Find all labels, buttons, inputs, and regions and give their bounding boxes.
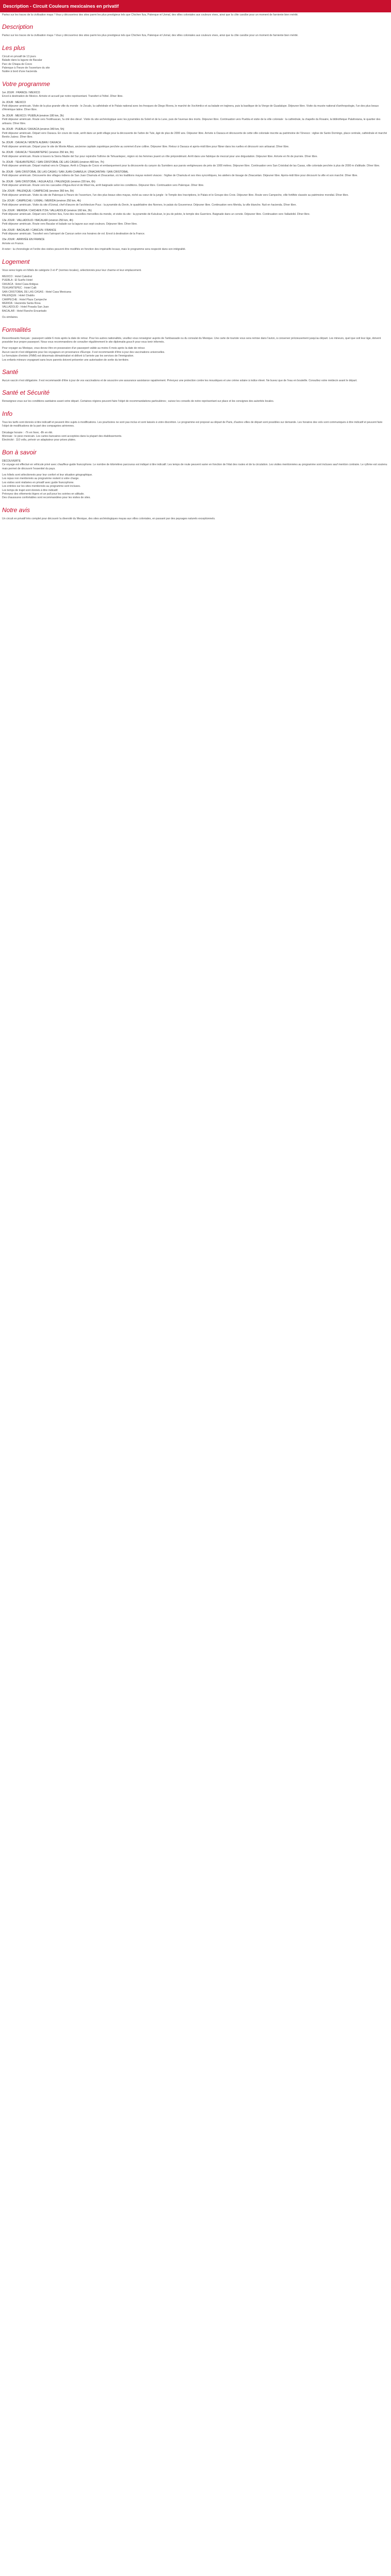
bon-a-savoir-item: Les entrées sur les sites mentionnés au programme sont incluses.: [2, 485, 81, 488]
bon-a-savoir-item: Les temps de trajet sont donnés à titre indicatif.: [2, 488, 58, 492]
main-content: [0, 12, 391, 521]
day-text: Petit déjeuner américain. Visite de la plus grande ville du monde : le Zocalo, la cathédrale et le Palais national avec les fresques de Diego Rivera, le marché de Xochimilco et sa balade en trajinera, puis la basilique de la Vierge de Guadalupe. Déjeuner libre. Visite du musée national d'anthropologie, l'un des plus beaux d'Amérique latine. Dîner libre.: [2, 105, 379, 112]
day-text: Petit déjeuner américain. Départ matinal vers le Chiapas. Arrêt à Chiapa de Corzo et embarquement pour la découverte du canyon du Sumidero aux parois vertigineuses de près de 1000 mètres. Déjeuner libre. Continuation vers San Cristobal de las Casas, ville coloniale perchée à plus de 2000 m d'altitude. Dîner libre.: [2, 164, 380, 168]
sante-securite-text: Renseignez-vous sur les conditions sanitaires avant votre départ. Certaines régions peuvent faire l'objet de recommandations particulières ; suivez les conseils de notre représentant sur place et les consignes des autorités locales.: [2, 400, 274, 403]
sante-heading: Santé: [2, 368, 19, 376]
day-title: 10e JOUR : PALENQUE / CAMPECHE (environ 360 km, 5h): [2, 190, 74, 193]
hotel-item: SAN CRISTOBAL DE LAS CASAS : Hotel Casa Mexicana: [2, 290, 71, 294]
day-title: 1er JOUR : FRANCE / MEXICO: [2, 91, 40, 94]
day-title: 12e JOUR : MERIDA / CHICHEN ITZA / VALLADOLID (environ 160 km, 3h): [2, 209, 92, 212]
hotel-item: TEHUANTEPEC : Hotel Calli: [2, 286, 37, 290]
day-title: 14e JOUR : BACALAR / CANCUN / FRANCE: [2, 228, 56, 232]
hotel-item: PALENQUE : Hotel Chablis: [2, 294, 35, 298]
day-text: Petit déjeuner américain. Route à travers la Sierra Madre del Sur pour rejoindre l'isthme de Tehuantepec, région où les femmes jouent un rôle prépondérant. Arrêt dans une fabrique de mezcal pour une dégustation. Déjeuner libre. Arrivée en fin de journée. Dîner libre.: [2, 155, 318, 158]
day-title: 8e JOUR : SAN CRISTOBAL DE LAS CASAS / SAN JUAN CHAMULA / ZINACANTAN / SAN CRISTOBAL: [2, 170, 129, 174]
notre-avis-heading: Notre avis: [2, 506, 30, 514]
formalites-list: [2, 347, 389, 362]
day-text: Envol à destination de Mexico. Arrivée et accueil par notre représentant. Transfert à l'hôtel. Dîner libre.: [2, 95, 123, 98]
list-item: Circuit en privatif de 13 jours: [2, 55, 36, 58]
page: [0, 0, 391, 536]
list-item: Nuitée à bord d'une hacienda: [2, 70, 37, 74]
day-text: Petit déjeuner américain. Transfert vers l'aéroport de Cancun selon vos horaires de vol. Envol à destination de la France.: [2, 232, 145, 236]
day-text: Arrivée en France.: [2, 242, 24, 245]
day-text: Petit déjeuner américain. Route vers Teotihuacan, 'la cité des dieux'. Visite du site archéologique avec les pyramides du Soleil et de la Lune, puis de l'avenue des morts. Déjeuner libre. Continuation vers Puebla et visite de la ville coloniale : la cathédrale, la chapelle du Rosaire, la bibliothèque Palafoxiana, le quartier des artisans. Dîner libre.: [2, 118, 381, 125]
hotel-item: VALLADOLID : Hotel Posada San Juan: [2, 306, 49, 309]
hotel-item: BACALAR : Hotel Rancho Encantado: [2, 309, 47, 313]
formalites-item: Pour voyager au Mexique, vous devez être en possession d'un passeport valide au moins 6 mois après la date de retour.: [2, 347, 145, 350]
hotel-list: [2, 275, 389, 313]
day-text: Petit déjeuner américain. Découverte des villages indiens de San Juan Chamula et Zinacantan, où les traditions mayas restent vivaces : l'église de Chamula et ses rites syncrétiques, les ateliers de tissage de Zinacantan. Déjeuner libre. Après-midi libre pour découvrir la ville et son marché. Dîner libre.: [2, 174, 358, 178]
list-item: Balade dans la lagune de Bacalar: [2, 59, 42, 62]
bon-a-savoir-subtitle: DÉCOUVERTE: [2, 459, 21, 463]
programme-note: A noter : la chronologie et l'ordre des visites peuvent être modifiés en fonction des impératifs locaux, mais le programme sera respecté dans son intégralité.: [2, 248, 186, 251]
day-title: 2e JOUR : MEXICO: [2, 100, 26, 104]
notre-avis-text: Un circuit en privatif très complet pour découvrir la diversité du Mexique, des sites archéologiques mayas aux villes coloniales, en passant par des paysages naturels exceptionnels.: [2, 517, 216, 520]
bon-a-savoir-item: Les visites sont réalisées en privatif avec guide francophone.: [2, 481, 74, 484]
logement-note: Ou similaires.: [2, 316, 19, 319]
sante-securite-heading: Santé et Sécurité: [2, 389, 50, 397]
day-title: 7e JOUR : TEHUANTEPEC / SAN CRISTOBAL DE LAS CASAS (environ 400 km, 7h): [2, 160, 104, 164]
bon-a-savoir-item: Les repas non mentionnés au programme restent à votre charge.: [2, 477, 79, 481]
day-text: Petit déjeuner américain. Route vers Bacalar et balade sur la lagune aux sept couleurs. Déjeuner libre. Dîner libre.: [2, 223, 138, 226]
formalites-item: Le formulaire d'entrée (FMM) est désormais dématérialisé et délivré à l'arrivée par les services de l'immigration.: [2, 354, 134, 358]
logement-heading: Logement: [2, 258, 30, 265]
formalites-heading: Formalités: [2, 326, 31, 333]
info-item: Électricité : 110 volts, prévoir un adaptateur pour prises plates.: [2, 438, 76, 442]
sante-text: Aucun vaccin n'est obligatoire. Il est recommandé d'être à jour de vos vaccinations et de souscrire une assurance assistance rapatriement. Prévoyez une protection contre les moustiques et une crème solaire à indice élevé. Ne buvez que de l'eau en bouteille. Consultez votre médecin avant le départ.: [2, 379, 357, 382]
info-item: Décalage horaire : -7h en hiver, -8h en été.: [2, 431, 53, 434]
day-title: 15e JOUR : ARRIVÉE EN FRANCE: [2, 238, 45, 242]
hotel-item: OAXACA : Hotel Casa Antigua: [2, 282, 39, 286]
day-title: 3e JOUR : MEXICO / PUEBLA (environ 180 km, 3h): [2, 114, 64, 117]
hotel-item: MEXICO : Hotel Catedral: [2, 275, 32, 279]
day-title: 5e JOUR : OAXACA / MONTE ALBAN / OAXACA: [2, 141, 61, 145]
formalites-item: Aucun vaccin n'est obligatoire pour les voyageurs en provenance d'Europe. Il est recommandé d'être à jour des vaccinations universelles.: [2, 350, 165, 354]
hotel-item: PUEBLA : El Sueño Hotel: [2, 279, 33, 282]
day-title: 4e JOUR : PUEBLA / OAXACA (environ 340 km, 5h): [2, 128, 64, 131]
day-text: Petit déjeuner américain. Visite du site d'Uxmal, chef-d'œuvre de l'architecture Puuc : la pyramide du Devin, le quadrilatère des Nonnes, le palais du Gouverneur. Déjeuner libre. Continuation vers Merida, la ville blanche. Nuit en hacienda. Dîner libre.: [2, 203, 297, 207]
intro-text: Partez sur les traces de la civilisation maya ! Vous y découvrirez des sites parmi les plus prestigieux tels que Chichen Itza, Palenque et Uxmal, des villes coloniales aux couleurs vives, ainsi que la côte caraïbe pour un moment de farniente bien mérité.: [2, 13, 299, 16]
day-text: Petit déjeuner américain. Départ vers Oaxaca. En cours de route, arrêt dans un petit village pour la découverte de l'arbre de Tule, âgé de plus de 2000 ans. Déjeuner libre. Arrivée à Oaxaca et découverte de cette ville coloniale inscrite au patrimoine de l'Unesco : église de Santo Domingo, place centrale, cathédrale et marché Benito Juárez. Dîner libre.: [2, 131, 387, 139]
logement-intro: Vous serez logés en hôtels de catégorie 3 et 4* (normes locales), sélectionnés pour leur charme et leur emplacement.: [2, 268, 142, 272]
day-text: Petit déjeuner américain. Départ vers Chichen Itza, l'une des nouvelles merveilles du monde, et visite du site : la pyramide de Kukulcan, le jeu de pelote, le temple des Guerriers. Baignade dans un cenote. Déjeuner libre. Continuation vers Valladolid. Dîner libre.: [2, 213, 311, 216]
page-title-banner: [0, 0, 391, 12]
day-title: 6e JOUR : OAXACA / TEHUANTEPEC (environ 250 km, 5h): [2, 151, 74, 155]
info-item: Monnaie : le peso mexicain. Les cartes bancaires sont acceptées dans la plupart des établissements.: [2, 435, 122, 438]
page-title: Description - Circuit Couleurs mexicaines en privatif: [3, 4, 119, 9]
hotel-item: MERIDA : Hacienda Santa Rosa: [2, 301, 41, 305]
plus-list: [2, 55, 389, 74]
programme-days: [2, 91, 389, 246]
day-title: 9e JOUR : SAN CRISTOBAL / AGUA AZUL / PALENQUE (environ 220 km, 6h): [2, 180, 95, 183]
day-title: 11e JOUR : CAMPECHE / UXMAL / MERIDA (environ 250 km, 4h): [2, 199, 81, 203]
info-list: [2, 431, 389, 443]
day-title: 13e JOUR : VALLADOLID / BACALAR (environ 250 km, 4h): [2, 218, 73, 222]
day-text: Petit déjeuner américain. Départ pour le site de Monte Alban, ancienne capitale zapotèque perchée au sommet d'une colline. Déjeuner libre. Retour à Oaxaca et après-midi libre pour flâner dans les ruelles et découvrir son artisanat. Dîner libre.: [2, 145, 289, 148]
programme-heading: Votre programme: [2, 80, 50, 88]
day-text: Petit déjeuner américain. Visite du site de Palenque à l'heure de l'ouverture, l'un des plus beaux sites mayas, niché au cœur de la jungle : le Temple des Inscriptions, le Palais et le Groupe des Croix. Déjeuner libre. Route vers Campeche, ville fortifiée classée au patrimoine mondial. Dîner libre.: [2, 193, 349, 197]
bon-a-savoir-text: Ce voyage est effectué en véhicule privé avec chauffeur-guide francophone. Le nombre de kilomètres parcourus est indiqué à titre indicatif. Les temps de route peuvent varier en fonction de l'état des routes et de la circulation. Les visites mentionnées au programme sont incluses sauf mention contraire. Le rythme est soutenu mais permet de découvrir l'essentiel du pays.: [2, 463, 387, 470]
formalites-item: Les enfants mineurs voyageant sans leurs parents doivent présenter une autorisation de sortie du territoire.: [2, 358, 129, 362]
list-item: Parc de Chiapa de Corzo: [2, 62, 32, 66]
description-text: Partez sur les traces de la civilisation maya ! Vous y découvrirez des sites parmi les plus prestigieux tels que Chichen Itza, Palenque et Uxmal, des villes coloniales aux couleurs vives, ainsi que la côte caraïbe pour un moment de farniente bien mérité.: [2, 34, 299, 38]
description-heading: Description: [2, 23, 34, 31]
day-text: Petit déjeuner américain. Route vers les cascades d'Agua Azul et de Misol Ha, arrêt baignade selon les conditions. Déjeuner libre. Continuation vers Palenque. Dîner libre.: [2, 183, 204, 187]
list-item: Palenque à l'heure de l'ouverture du site: [2, 66, 50, 70]
formalites-text: Ressortissants français : passeport valide 6 mois après la date de retour. Pour les autres nationalités, veuillez vous renseigner auprès de l'ambassade ou du consulat du Mexique. Une carte de touriste vous sera remise dans l'avion, à conserver précieusement jusqu'au départ. Les mineurs, quel que soit leur âge, doivent posséder leur propre passeport. Nous vous recommandons de consulter régulièrement le site diplomatie.gouv.fr pour vous tenir informés.: [2, 336, 381, 344]
plus-heading: Les plus: [2, 44, 25, 52]
hotel-item: CAMPECHE : Hotel Plaza Campeche: [2, 298, 47, 301]
bon-a-savoir-heading: Bon à savoir: [2, 448, 37, 456]
info-text: Tous les tarifs sont donnés à titre indicatif et peuvent être sujets à modifications. Les pourboires ne sont pas inclus et sont laissés à votre discrétion. Le programme est proposé au départ de Paris, d'autres villes de départ sont possibles sur demande. Les horaires des vols sont communiqués à titre indicatif et peuvent faire l'objet de modifications de la part des compagnies aériennes.: [2, 420, 383, 428]
bon-a-savoir-item: Les hôtels sont sélectionnés pour leur confort et leur situation géographique.: [2, 473, 93, 477]
bon-a-savoir-list: [2, 473, 389, 500]
bon-a-savoir-item: Prévoyez des vêtements légers et un pull pour les soirées en altitude.: [2, 493, 85, 496]
bon-a-savoir-item: Des chaussures confortables sont recommandées pour les visites de sites.: [2, 496, 91, 500]
info-heading: Info: [2, 410, 13, 417]
